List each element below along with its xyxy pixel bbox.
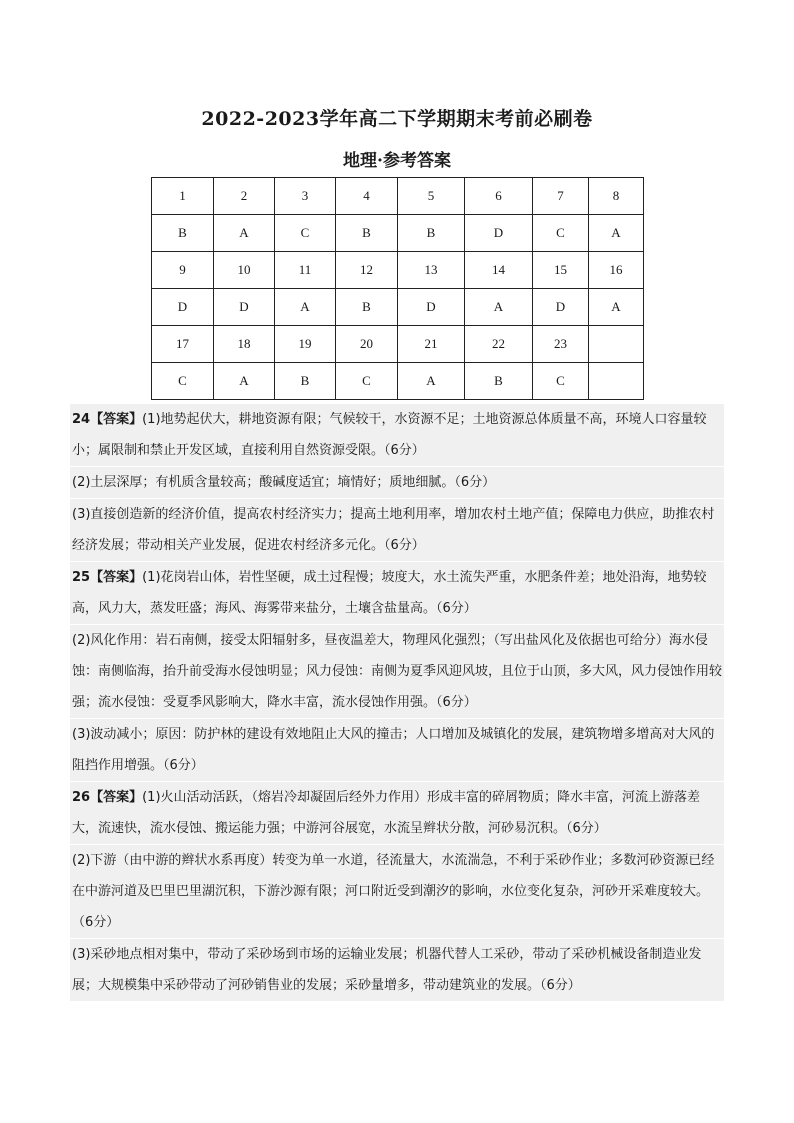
answer-paragraph: [70, 404, 724, 466]
table-cell: 20: [336, 326, 398, 363]
table-cell: [589, 326, 644, 363]
table-cell: A: [214, 215, 275, 252]
table-cell: 3: [275, 178, 336, 215]
table-cell: B: [336, 289, 398, 326]
table-cell: C: [152, 363, 214, 400]
table-cell: C: [533, 363, 589, 400]
table-cell: A: [589, 215, 644, 252]
table-cell: B: [398, 215, 465, 252]
table-cell: C: [336, 363, 398, 400]
table-cell: B: [152, 215, 214, 252]
table-cell: C: [533, 215, 589, 252]
question-number: 24: [72, 412, 91, 427]
table-cell: 11: [275, 252, 336, 289]
table-cell: 15: [533, 252, 589, 289]
answer-paragraph: [70, 625, 724, 718]
table-cell: 6: [465, 178, 533, 215]
answer-text: (3)波动减小；原因：防护林的建设有效地阻止大风的撞击；人口增加及城镇化的发展，建筑物增多增高对大风的阻挡作用增强。（6分）: [72, 727, 715, 773]
table-cell: 23: [533, 326, 589, 363]
answer-text: (2)风化作用：岩石南侧，接受太阳辐射多，昼夜温差大，物理风化强烈；（写出盐风化及依据也可给分）海水侵蚀：南侧临海，抬升前受海水侵蚀明显；风力侵蚀：南侧为夏季风迎风坡，且位于山顶，多大风，风力侵蚀作用较强；流水侵蚀：受夏季风影响大，降水丰富，流水侵蚀作用强。（6分）: [72, 633, 723, 710]
answer-paragraph: [70, 499, 724, 561]
answers-section: [70, 404, 724, 1002]
question-number: 25: [72, 570, 91, 585]
table-cell: 7: [533, 178, 589, 215]
table-cell: 21: [398, 326, 465, 363]
table-cell: 9: [152, 252, 214, 289]
table-cell: [589, 363, 644, 400]
answer-label: 【答案】: [90, 412, 143, 427]
table-cell: B: [275, 363, 336, 400]
table-cell: 17: [152, 326, 214, 363]
table-cell: 14: [465, 252, 533, 289]
table-cell: B: [336, 215, 398, 252]
table-cell: 18: [214, 326, 275, 363]
table-cell: D: [398, 289, 465, 326]
table-row: [152, 326, 644, 363]
answer-text: (3)采砂地点相对集中，带动了采砂场到市场的运输业发展；机器代替人工采砂，带动了采砂机械设备制造业发展；大规模集中采砂带动了河砂销售业的发展；采砂量增多，带动建筑业的发展。（6分）: [72, 947, 702, 993]
answer-paragraph: [70, 782, 724, 844]
answer-text: (1)地势起伏大，耕地资源有限；气候较干，水资源不足；土地资源总体质量不高，环境人口容量较小；属限制和禁止开发区域，直接利用自然资源受限。（6分）: [72, 412, 707, 458]
table-row: [152, 252, 644, 289]
table-cell: 16: [589, 252, 644, 289]
answer-paragraph: [70, 467, 724, 498]
answer-text: (2)下游（由中游的辫状水系再度）转变为单一水道，径流量大，水流湍急，不利于采砂作业；多数河砂资源已经在中游河道及巴里巴里湖沉积，下游沙源有限；河口附近受到潮汐的影响，水位变化复杂，河砂开采难度较大。（6分）: [72, 853, 715, 930]
table-cell: D: [533, 289, 589, 326]
table-cell: 10: [214, 252, 275, 289]
table-cell: A: [214, 363, 275, 400]
answer-table: [151, 177, 644, 400]
answer-text: (3)直接创造新的经济价值，提高农村经济实力；提高土地利用率，增加农村土地产值；保障电力供应，助推农村经济发展；带动相关产业发展，促进农村经济多元化。（6分）: [72, 507, 715, 553]
table-cell: 13: [398, 252, 465, 289]
table-cell: 5: [398, 178, 465, 215]
table-row: [152, 289, 644, 326]
answer-paragraph: [70, 845, 724, 938]
table-cell: A: [465, 289, 533, 326]
answer-table-body: [152, 178, 644, 400]
table-cell: D: [465, 215, 533, 252]
table-cell: A: [398, 363, 465, 400]
table-row: [152, 363, 644, 400]
table-cell: B: [465, 363, 533, 400]
table-cell: C: [275, 215, 336, 252]
question-number: 26: [72, 790, 91, 805]
answer-text: (1)火山活动活跃，（熔岩冷却凝固后经外力作用）形成丰富的碎屑物质；降水丰富，河流上游落差大，流速快，流水侵蚀、搬运能力强；中游河谷展宽，水流呈辫状分散，河砂易沉积。（6分）: [72, 790, 701, 836]
table-cell: 4: [336, 178, 398, 215]
table-row: [152, 215, 644, 252]
answer-paragraph: [70, 719, 724, 781]
table-cell: 19: [275, 326, 336, 363]
table-cell: A: [275, 289, 336, 326]
table-cell: A: [589, 289, 644, 326]
table-cell: 22: [465, 326, 533, 363]
document-subtitle: 地理·参考答案: [343, 151, 451, 171]
answer-paragraph: [70, 562, 724, 624]
table-cell: D: [152, 289, 214, 326]
table-cell: 8: [589, 178, 644, 215]
answer-label: 【答案】: [90, 570, 143, 585]
answer-text: (1)花岗岩山体，岩性坚硬，成土过程慢；坡度大，水土流失严重，水肥条件差；地处沿海，地势较高，风力大，蒸发旺盛；海风、海雾带来盐分，土壤含盐量高。（6分）: [72, 570, 707, 616]
table-cell: D: [214, 289, 275, 326]
table-row: [152, 178, 644, 215]
table-cell: 12: [336, 252, 398, 289]
answer-paragraph: [70, 939, 724, 1001]
document-title: 2022-2023学年高二下学期期末考前必刷卷: [201, 108, 593, 130]
table-cell: 2: [214, 178, 275, 215]
table-cell: 1: [152, 178, 214, 215]
answer-text: (2)土层深厚；有机质含量较高；酸碱度适宜；墒情好；质地细腻。（6分）: [72, 475, 496, 490]
answer-label: 【答案】: [90, 790, 143, 805]
